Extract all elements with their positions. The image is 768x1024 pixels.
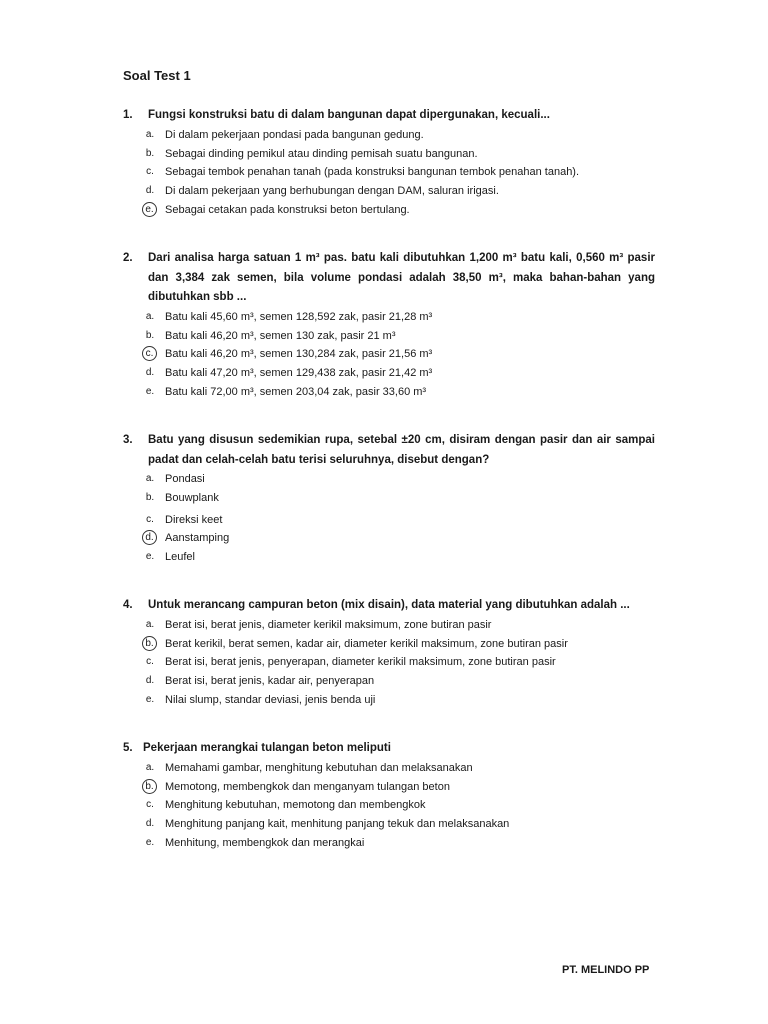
option-d <box>143 815 655 834</box>
option-text: Direksi keet <box>165 513 223 526</box>
option-letter: d. <box>145 674 155 686</box>
option-b <box>143 489 655 508</box>
option-letter: e. <box>145 693 155 705</box>
question-text: Fungsi konstruksi batu di dalam bangunan dapat dipergunakan, kecuali... <box>148 109 550 121</box>
question-number: 1. <box>123 109 133 121</box>
option-letter: b. <box>145 492 155 504</box>
options-list <box>143 126 655 219</box>
question-number: 5. <box>123 742 133 754</box>
option-text: Batu kali 46,20 m³, semen 130,284 zak, pasir 21,56 m³ <box>165 348 433 361</box>
option-text: Nilai slump, standar deviasi, jenis benda uji <box>165 693 376 706</box>
option-text: Di dalam pekerjaan yang berhubungan dengan DAM, saluran irigasi. <box>165 184 499 197</box>
option-c <box>143 345 655 364</box>
option-letter: a. <box>145 473 155 485</box>
option-c <box>143 653 655 672</box>
option-letter: c. <box>146 513 154 525</box>
option-b <box>143 326 655 345</box>
option-b <box>143 777 655 796</box>
option-a <box>143 759 655 778</box>
option-d <box>143 529 655 548</box>
question-number: 3. <box>123 434 133 446</box>
option-text: Menghitung kebutuhan, memotong dan membengkok <box>165 799 426 812</box>
options-list <box>143 470 655 566</box>
question-5 <box>123 739 655 852</box>
option-text: Pondasi <box>165 473 205 486</box>
option-text: Berat isi, berat jenis, diameter kerikil maksimum, zone butiran pasir <box>165 618 492 631</box>
option-text: Memahami gambar, menghitung kebutuhan dan melaksanakan <box>165 761 473 774</box>
option-a <box>143 308 655 327</box>
option-letter: c. <box>146 656 154 668</box>
option-text: Memotong, membengkok dan menganyam tulangan beton <box>165 780 450 793</box>
circled-answer-mark: d. <box>143 529 165 547</box>
option-a <box>143 126 655 145</box>
option-letter: e. <box>145 551 155 563</box>
option-text: Batu kali 46,20 m³, semen 130 zak, pasir 21 m³ <box>165 329 396 342</box>
option-d <box>143 182 655 201</box>
option-text: Menghitung panjang kait, menhitung panjang tekuk dan melaksanakan <box>165 817 510 830</box>
options-list <box>143 308 655 401</box>
option-d <box>143 364 655 383</box>
option-c <box>143 163 655 182</box>
question-2 <box>123 249 655 401</box>
option-letter: a. <box>145 761 155 773</box>
option-letter: a. <box>145 310 155 322</box>
option-e <box>143 200 655 219</box>
option-e <box>143 382 655 401</box>
circled-answer-mark: c. <box>143 345 165 363</box>
option-text: Berat isi, berat jenis, kadar air, penyerapan <box>165 674 375 687</box>
option-d <box>143 672 655 691</box>
option-a <box>143 470 655 489</box>
option-letter: c. <box>146 166 154 178</box>
company-footer: PT. MELINDO PP <box>562 964 650 976</box>
option-letter: d. <box>145 184 155 196</box>
option-letter: d. <box>145 366 155 378</box>
option-letter: b. <box>145 329 155 341</box>
question-text: Batu yang disusun sedemikian rupa, setebal ±20 cm, disiram dengan pasir dan air sampai padat dan celah-celah batu terisi seluruhnya, disebut dengan? <box>148 434 655 466</box>
option-text: Sebagai dinding pemikul atau dinding pemisah suatu bangunan. <box>165 147 478 160</box>
question-1 <box>123 106 655 219</box>
question-number: 4. <box>123 599 133 611</box>
question-text: Pekerjaan merangkai tulangan beton meliputi <box>143 742 391 754</box>
page-title: Soal Test 1 <box>123 68 191 83</box>
circled-answer-mark: b. <box>143 778 165 796</box>
option-text: Leufel <box>165 551 195 564</box>
option-c <box>143 510 655 529</box>
option-e <box>143 548 655 567</box>
option-b <box>143 144 655 163</box>
option-text: Sebagai tembok penahan tanah (pada konstruksi bangunan tembok penahan tanah). <box>165 166 580 179</box>
option-letter: a. <box>145 618 155 630</box>
option-c <box>143 796 655 815</box>
option-text: Berat isi, berat jenis, penyerapan, diameter kerikil maksimum, zone butiran pasir <box>165 656 556 669</box>
option-e <box>143 833 655 852</box>
options-list <box>143 616 655 709</box>
option-letter: e. <box>145 385 155 397</box>
question-number: 2. <box>123 252 133 264</box>
option-letter: b. <box>145 147 155 159</box>
option-text: Berat kerikil, berat semen, kadar air, diameter kerikil maksimum, zone butiran pasir <box>165 637 568 650</box>
option-text: Batu kali 47,20 m³, semen 129,438 zak, pasir 21,42 m³ <box>165 366 433 379</box>
option-e <box>143 690 655 709</box>
option-text: Batu kali 72,00 m³, semen 203,04 zak, pasir 33,60 m³ <box>165 385 427 398</box>
option-text: Batu kali 45,60 m³, semen 128,592 zak, pasir 21,28 m³ <box>165 310 433 323</box>
option-text: Di dalam pekerjaan pondasi pada bangunan gedung. <box>165 128 424 141</box>
option-text: Bouwplank <box>165 492 219 505</box>
options-list <box>143 759 655 852</box>
option-b <box>143 634 655 653</box>
option-text: Sebagai cetakan pada konstruksi beton bertulang. <box>165 203 410 216</box>
option-letter: a. <box>145 128 155 140</box>
option-text: Aanstamping <box>165 532 230 545</box>
circled-answer-mark: b. <box>143 635 165 653</box>
question-4 <box>123 596 655 709</box>
option-letter: c. <box>146 799 154 811</box>
circled-answer-mark: e. <box>143 201 165 219</box>
option-letter: e. <box>145 836 155 848</box>
question-text: Untuk merancang campuran beton (mix disain), data material yang dibutuhkan adalah ... <box>148 599 630 611</box>
question-3 <box>123 431 655 566</box>
option-a <box>143 616 655 635</box>
question-text: Dari analisa harga satuan 1 m³ pas. batu kali dibutuhkan 1,200 m³ batu kali, 0,560 m³ pasir dan 3,384 zak semen, bila volume pondasi adalah 38,50 m³, maka bahan-bahan yang dibutuhkan sbb ... <box>148 252 655 303</box>
option-letter: d. <box>145 817 155 829</box>
option-text: Menhitung, membengkok dan merangkai <box>165 836 365 849</box>
